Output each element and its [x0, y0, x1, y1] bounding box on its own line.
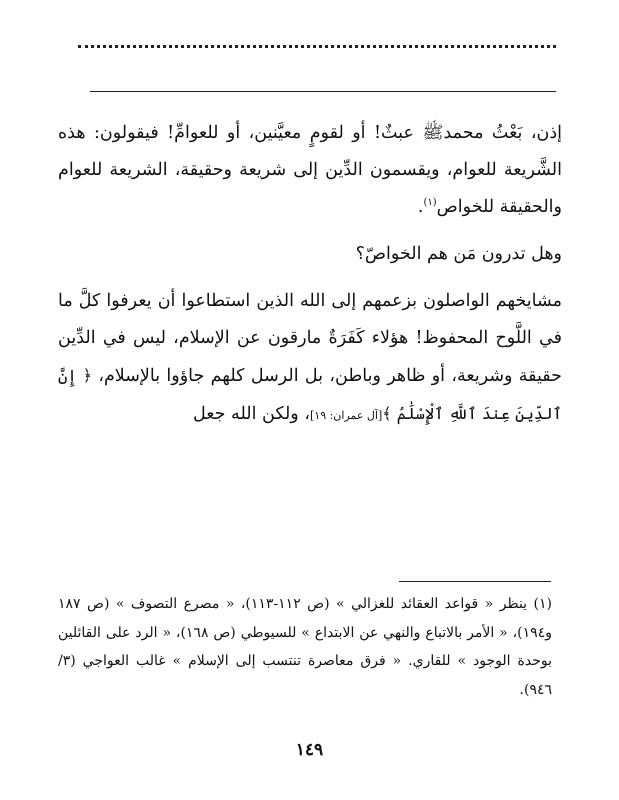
paragraph-3-end: ، ولكن الله جعل	[192, 404, 310, 424]
footnote	[58, 590, 552, 704]
paragraph-1-text: إذن، بَعْثُ محمدﷺ عبثٌ! أو لقومٍ معيَّنين، أو للعوامِّ! فيقولون: هذه الشَّريعة للعوام، ويقسمون الدِّين إلى شريعة وحقيقة، الشريعة للعوام والحقيقة للخواص	[58, 123, 562, 217]
footnote-text: (١) ينظر « قواعد العقائد للغزالي » (ص ١١٢-١١٣)، « مصرع التصوف » (ص ١٨٧ و١٩٤)، « الأمر بالاتباع والنهي عن الابتداع » للسيوطي (ص ١٦٨)، « الرد على القائلين بوحدة الوجود » للقاري. « فرق معاصرة تنتسب إلى الإسلام » غالب العواجي (٣/ ٩٤٦).	[58, 596, 552, 698]
main-text	[58, 115, 562, 434]
footnote-marker: (١)	[423, 197, 437, 209]
quran-verse: ﴿ إِنَّ ٱلدِّينَ عِندَ ٱللَّهِ ٱلْإِسْلَٰمُ ﴾	[58, 366, 562, 423]
paragraph-2: وهل تدرون مَن هم الخواصّ؟	[355, 244, 562, 264]
paragraph-3	[58, 283, 562, 434]
top-rule	[90, 91, 556, 92]
paragraph-3-text: مشايخهم الواصلون بزعمهم إلى الله الذين استطاعوا أن يعرفوا كلَّ ما في اللَّوح المحفوظ! هؤلاء كَفَرَةٌ مارقون عن الإسلام، ليس في الدِّين حقيقة وشريعة، أو ظاهر وباطن، بل الرسل كلهم جاؤوا بالإسلام،	[58, 291, 562, 386]
paragraph-1	[58, 115, 562, 226]
footnote-rule	[399, 581, 551, 582]
paragraph-1-end: .	[417, 197, 424, 217]
dotted-separator	[78, 36, 556, 48]
quran-reference: [آل عمران: ١٩]	[309, 409, 383, 422]
page-number: ١٤٩	[295, 740, 324, 760]
